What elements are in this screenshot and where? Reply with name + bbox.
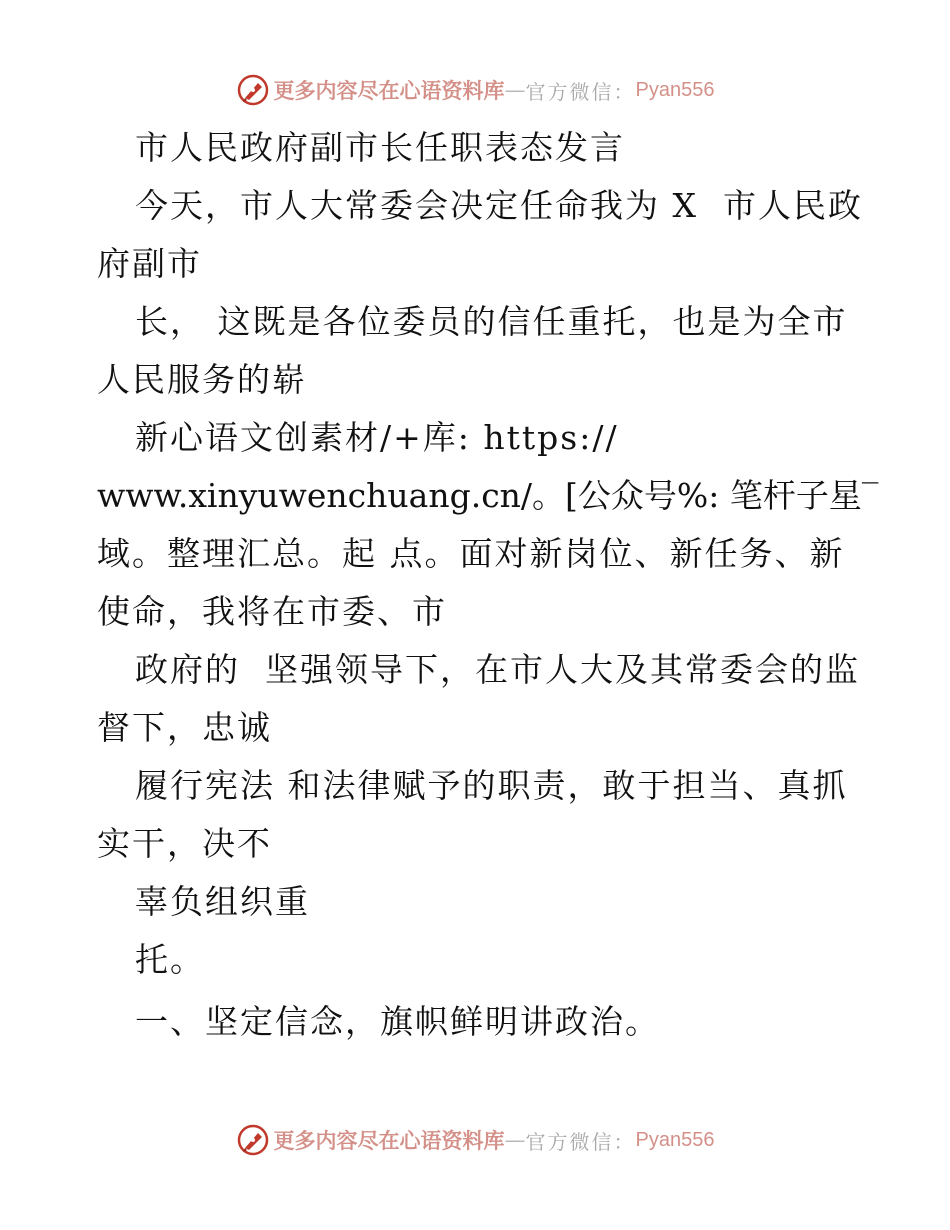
banner-main-text: 更多内容尽在心语资料库: [273, 79, 505, 103]
document-line: 长， 这既是各位委员的信任重托，也是为全市: [135, 302, 848, 341]
document-line: 辜负组织重: [135, 882, 310, 921]
document-section-heading: 一、坚定信念，旗帜鲜明讲政治。: [135, 1002, 660, 1041]
banner-wechat-label: 官方微信：: [525, 79, 636, 104]
document-line: 人民服务的崭: [97, 360, 307, 399]
document-line: 新心语文创素材/+库: https://: [135, 418, 619, 457]
banner-wechat-id: Pyan556: [635, 78, 715, 101]
banner-main-text: 更多内容尽在心语资料库: [273, 1129, 505, 1153]
banner-separator: —: [504, 78, 526, 102]
document-line: 托。: [135, 940, 205, 979]
banner-separator: —: [504, 1128, 526, 1152]
pen-nib-logo-icon: [236, 1123, 270, 1157]
document-line: 府副市: [97, 244, 202, 283]
document-line: 今天，市人大常委会决定任命我为 X 市人民政: [135, 186, 863, 225]
document-title: 市人民政府副市长任职表态发言: [135, 128, 625, 167]
document-line: 使命，我将在市委、市: [97, 592, 447, 631]
document-line: 政府的 坚强领导下，在市人大及其常委会的监: [135, 650, 860, 689]
document-line: 实干，决不: [97, 824, 272, 863]
footer-watermark-banner: [0, 1120, 950, 1160]
banner-wechat-label: 官方微信：: [525, 1129, 636, 1154]
banner-wechat-id: Pyan556: [635, 1128, 715, 1151]
document-line: www.xinyuwenchuang.cn/。[公众号%: 笔杆子星‾: [97, 476, 879, 515]
document-line: 域。整理汇总。起 点。面对新岗位、新任务、新: [97, 534, 845, 573]
document-line: 履行宪法 和法律赋予的职责，敢于担当、真抓: [135, 766, 848, 805]
document-line: 督下，忠诚: [97, 708, 272, 747]
